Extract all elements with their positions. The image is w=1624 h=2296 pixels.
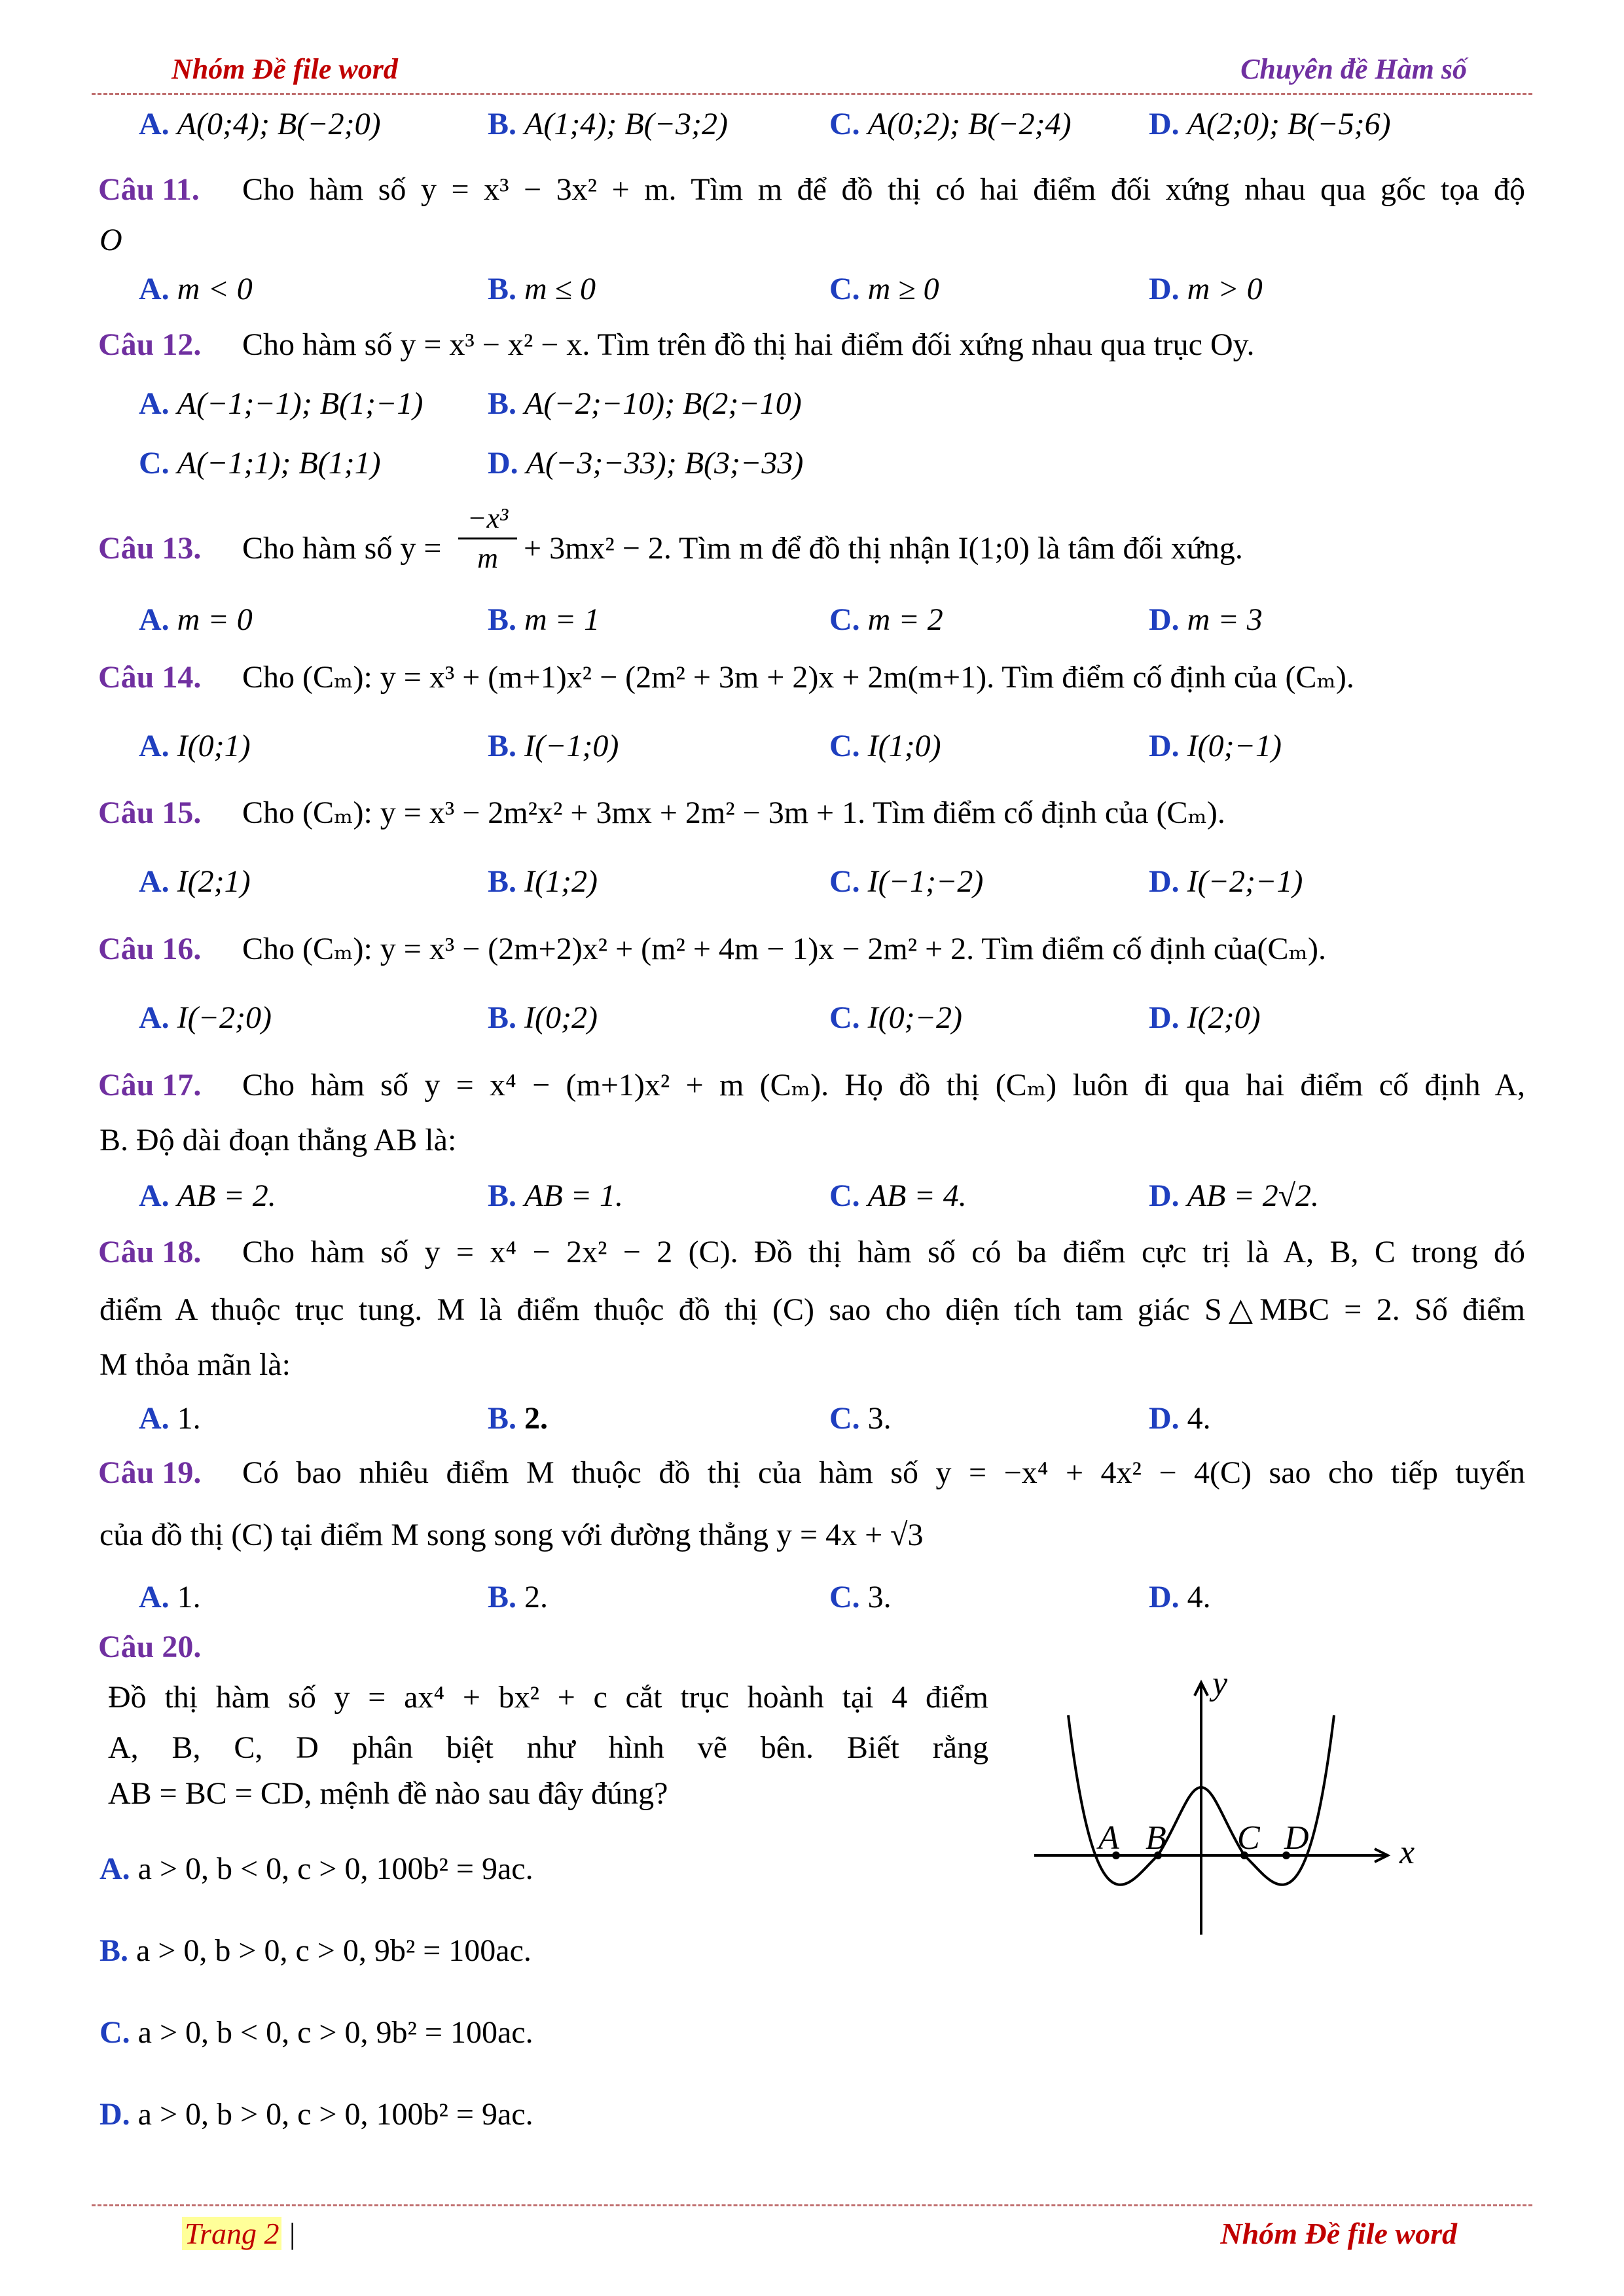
page-number: Trang 2 bbox=[182, 2217, 281, 2250]
option-b: AB = 1. bbox=[524, 1178, 624, 1213]
question-label: Câu 19. bbox=[98, 1455, 202, 1490]
option-c: m ≥ 0 bbox=[867, 272, 939, 306]
question-text: Cho (Cₘ): y = x³ − 2m²x² + 3mx + 2m² − 3m + 1. Tìm điểm cố định của (Cₘ). bbox=[242, 795, 1225, 830]
option-b: m ≤ 0 bbox=[524, 272, 596, 306]
option-label: C. bbox=[829, 602, 860, 637]
option-b: I(1;2) bbox=[524, 864, 598, 899]
footer-right: Nhóm Đề file word bbox=[1220, 2217, 1457, 2250]
option-d: 4. bbox=[1187, 1580, 1211, 1614]
point-b-label: B bbox=[1146, 1819, 1166, 1857]
header-left: Nhóm Đề file word bbox=[171, 53, 398, 85]
option-a: a > 0, b < 0, c > 0, 100b² = 9ac. bbox=[137, 1851, 533, 1886]
question-text: Có bao nhiêu điểm M thuộc đồ thị của hàm số y = −x⁴ + 4x² − 4(C) sao cho tiếp tuyến bbox=[242, 1455, 1525, 1490]
question-text-cont: B. Độ dài đoạn thẳng AB là: bbox=[99, 1123, 457, 1157]
option-label: A. bbox=[139, 864, 170, 899]
option-label: D. bbox=[1149, 602, 1180, 637]
quartic-graph bbox=[1021, 1663, 1453, 1944]
option-label: B. bbox=[488, 729, 517, 763]
fraction-denominator: m bbox=[477, 542, 498, 574]
option-label: A. bbox=[139, 1178, 170, 1213]
option-label: C. bbox=[829, 107, 860, 141]
option-label: A. bbox=[139, 386, 170, 421]
option-d: I(2;0) bbox=[1187, 1000, 1261, 1035]
option-label: D. bbox=[1149, 1178, 1180, 1213]
option-label: D. bbox=[1149, 1580, 1180, 1614]
option-label: D. bbox=[1149, 1401, 1180, 1436]
option-b: m = 1 bbox=[524, 602, 600, 637]
option-b: a > 0, b > 0, c > 0, 9b² = 100ac. bbox=[136, 1933, 532, 1968]
option-a: I(0;1) bbox=[177, 729, 251, 763]
question-text: Đồ thị hàm số y = ax⁴ + bx² + c cắt trục hoành tại 4 điểm bbox=[108, 1680, 988, 1715]
option-label: C. bbox=[829, 864, 860, 899]
option-c: A(−1;1); B(1;1) bbox=[177, 446, 381, 481]
option-a: I(2;1) bbox=[177, 864, 251, 899]
footer-separator: | bbox=[289, 2217, 296, 2250]
option-d: 4. bbox=[1187, 1401, 1211, 1436]
option-label: A. bbox=[139, 602, 170, 637]
option-label: B. bbox=[488, 1580, 517, 1614]
question-label: Câu 17. bbox=[98, 1068, 202, 1102]
question-label: Câu 11. bbox=[98, 172, 200, 207]
option-label: C. bbox=[99, 2015, 130, 2050]
option-b: I(−1;0) bbox=[524, 729, 619, 763]
question-text-cont: điểm A thuộc trục tung. M là điểm thuộc đồ thị (C) sao cho diện tích tam giác S△MBC = 2. Số điểm bbox=[99, 1292, 1525, 1327]
header-divider bbox=[92, 93, 1532, 95]
option-label: B. bbox=[488, 1000, 517, 1035]
option-label: A. bbox=[139, 1401, 170, 1436]
question-label: Câu 20. bbox=[98, 1630, 202, 1664]
option-b: A(1;4); B(−3;2) bbox=[524, 107, 728, 141]
option-label: A. bbox=[139, 107, 170, 141]
option-d: I(0;−1) bbox=[1187, 729, 1282, 763]
footer-page bbox=[182, 2216, 295, 2251]
option-c: 3. bbox=[867, 1580, 892, 1614]
option-c: AB = 4. bbox=[867, 1178, 967, 1213]
question-text: Cho hàm số y = bbox=[242, 531, 442, 566]
option-c: I(−1;−2) bbox=[867, 864, 984, 899]
option-label: B. bbox=[488, 107, 517, 141]
option-label: B. bbox=[488, 864, 517, 899]
option-b: I(0;2) bbox=[524, 1000, 598, 1035]
option-label: B. bbox=[488, 1178, 517, 1213]
fraction bbox=[458, 501, 517, 576]
option-a: 1. bbox=[177, 1580, 201, 1614]
option-label: C. bbox=[139, 446, 170, 481]
option-label: A. bbox=[139, 729, 170, 763]
option-d: I(−2;−1) bbox=[1187, 864, 1303, 899]
option-label: A. bbox=[139, 1580, 170, 1614]
option-label: D. bbox=[99, 2097, 130, 2132]
option-label: A. bbox=[139, 272, 170, 306]
point-a-label: A bbox=[1098, 1819, 1119, 1857]
option-d: m > 0 bbox=[1187, 272, 1263, 306]
option-label: D. bbox=[488, 446, 518, 481]
option-a: 1. bbox=[177, 1401, 201, 1436]
option-a: A(−1;−1); B(1;−1) bbox=[177, 386, 424, 421]
x-axis-label: x bbox=[1399, 1834, 1415, 1871]
option-a: A(0;4); B(−2;0) bbox=[177, 107, 381, 141]
option-label: D. bbox=[1149, 1000, 1180, 1035]
question-text: Cho hàm số y = x⁴ − (m+1)x² + m (Cₘ). Họ đồ thị (Cₘ) luôn đi qua hai điểm cố định A, bbox=[242, 1068, 1525, 1102]
question-text-cont: + 3mx² − 2. Tìm m để đồ thị nhận I(1;0) là tâm đối xứng. bbox=[524, 531, 1243, 566]
option-b: A(−2;−10); B(2;−10) bbox=[524, 386, 802, 421]
option-c: A(0;2); B(−2;4) bbox=[867, 107, 1072, 141]
option-a: m = 0 bbox=[177, 602, 253, 637]
question-text-cont: O bbox=[99, 223, 122, 257]
option-label: A. bbox=[139, 1000, 170, 1035]
option-label: C. bbox=[829, 1000, 860, 1035]
option-b: 2. bbox=[524, 1580, 549, 1614]
option-label: D. bbox=[1149, 107, 1180, 141]
option-label: D. bbox=[1149, 864, 1180, 899]
option-b: 2. bbox=[524, 1401, 549, 1436]
question-label: Câu 12. bbox=[98, 327, 202, 362]
question-label: Câu 13. bbox=[98, 531, 202, 566]
question-text-cont: AB = BC = CD, mệnh đề nào sau đây đúng? bbox=[108, 1776, 668, 1811]
option-d: m = 3 bbox=[1187, 602, 1263, 637]
question-text: Cho (Cₘ): y = x³ − (2m+2)x² + (m² + 4m − 1)x − 2m² + 2. Tìm điểm cố định của(Cₘ). bbox=[242, 932, 1326, 966]
option-label: A. bbox=[99, 1851, 130, 1886]
option-label: C. bbox=[829, 1178, 860, 1213]
option-a: AB = 2. bbox=[177, 1178, 276, 1213]
option-d: A(2;0); B(−5;6) bbox=[1187, 107, 1391, 141]
question-text: Cho hàm số y = x³ − x² − x. Tìm trên đồ thị hai điểm đối xứng nhau qua trục Oy. bbox=[242, 327, 1255, 362]
option-d: a > 0, b > 0, c > 0, 100b² = 9ac. bbox=[137, 2097, 533, 2132]
fraction-bar bbox=[458, 538, 517, 539]
footer-divider bbox=[92, 2204, 1532, 2206]
question-text: Cho hàm số y = x³ − 3x² + m. Tìm m để đồ thị có hai điểm đối xứng nhau qua gốc tọa độ bbox=[242, 172, 1525, 207]
option-a: m < 0 bbox=[177, 272, 253, 306]
option-a: I(−2;0) bbox=[177, 1000, 272, 1035]
option-d: AB = 2√2. bbox=[1187, 1178, 1320, 1213]
question-text-cont: của đồ thị (C) tại điểm M song song với đường thẳng y = 4x + √3 bbox=[99, 1518, 924, 1552]
option-label: B. bbox=[99, 1933, 129, 1968]
point-c-label: C bbox=[1237, 1819, 1260, 1857]
y-axis-label: y bbox=[1212, 1665, 1228, 1702]
option-label: C. bbox=[829, 1401, 860, 1436]
option-c: I(0;−2) bbox=[867, 1000, 962, 1035]
option-label: B. bbox=[488, 602, 517, 637]
question-label: Câu 16. bbox=[98, 932, 202, 966]
option-c: m = 2 bbox=[867, 602, 943, 637]
question-text: Cho (Cₘ): y = x³ + (m+1)x² − (2m² + 3m + 2)x + 2m(m+1). Tìm điểm cố định của (Cₘ). bbox=[242, 660, 1354, 695]
question-label: Câu 14. bbox=[98, 660, 202, 695]
option-label: C. bbox=[829, 272, 860, 306]
option-label: D. bbox=[1149, 272, 1180, 306]
point-d-label: D bbox=[1284, 1819, 1309, 1857]
option-label: B. bbox=[488, 1401, 517, 1436]
option-label: C. bbox=[829, 729, 860, 763]
option-label: C. bbox=[829, 1580, 860, 1614]
option-c: I(1;0) bbox=[867, 729, 941, 763]
option-c: a > 0, b < 0, c > 0, 9b² = 100ac. bbox=[137, 2015, 533, 2050]
question-text-cont: M thỏa mãn là: bbox=[99, 1347, 291, 1382]
question-text: Cho hàm số y = x⁴ − 2x² − 2 (C). Đồ thị hàm số có ba điểm cực trị là A, B, C trong đó bbox=[242, 1235, 1525, 1269]
option-c: 3. bbox=[867, 1401, 892, 1436]
option-label: B. bbox=[488, 272, 517, 306]
question-label: Câu 15. bbox=[98, 795, 202, 830]
option-d: A(−3;−33); B(3;−33) bbox=[526, 446, 804, 481]
option-label: B. bbox=[488, 386, 517, 421]
question-label: Câu 18. bbox=[98, 1235, 202, 1269]
option-label: D. bbox=[1149, 729, 1180, 763]
fraction-numerator: −x³ bbox=[467, 502, 509, 534]
question-text-cont: A, B, C, D phân biệt như hình vẽ bên. Biết rằng bbox=[108, 1730, 988, 1765]
header-right: Chuyên đề Hàm số bbox=[1240, 53, 1467, 85]
